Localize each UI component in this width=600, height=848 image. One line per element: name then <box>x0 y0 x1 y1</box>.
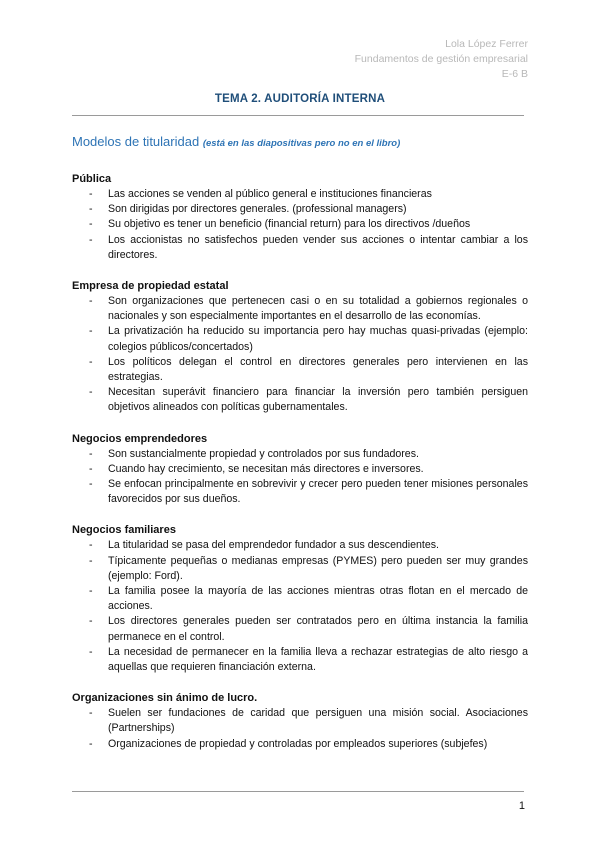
group-heading: Organizaciones sin ánimo de lucro. <box>72 692 258 705</box>
group-heading: Negocios emprendedores <box>72 432 208 445</box>
bullet-list <box>72 447 528 508</box>
list-item: - Son dirigidas por directores generales. (professional managers) <box>72 202 528 217</box>
list-item: - Son organizaciones que pertenecen casi o en su totalidad a gobiernos regionales o nacionales y son especialmente importantes en el desarrollo de las economías. <box>72 294 528 324</box>
list-item: - La familia posee la mayoría de las acciones mientras otras flotan en el mercado de acciones. <box>72 584 528 614</box>
list-item: - Necesitan superávit financiero para financiar la inversión pero también persiguen objetivos alineados con políticas gubernamentales. <box>72 385 528 415</box>
list-item: - Su objetivo es tener un beneficio (financial return) para los directivos /dueños <box>72 217 528 232</box>
bullet-list <box>72 294 528 416</box>
ownership-group <box>72 523 528 675</box>
list-item: - Se enfocan principalmente en sobrevivir y crecer pero pueden tener misiones personales favorecidos por sus dueños. <box>72 477 528 507</box>
list-item: - Suelen ser fundaciones de caridad que persiguen una misión social. Asociaciones (Partnerships) <box>72 706 528 736</box>
list-item: - Son sustancialmente propiedad y controlados por sus fundadores. <box>72 447 528 462</box>
list-item: - La necesidad de permanecer en la familia lleva a rechazar estrategias de alto riesgo a aquellas que requieren financiación externa. <box>72 645 528 675</box>
section-title: Modelos de titularidad <box>72 134 200 149</box>
header-course: Fundamentos de gestión empresarial <box>354 53 528 65</box>
title-divider <box>72 115 524 116</box>
section-heading <box>72 134 528 152</box>
group-heading: Empresa de propiedad estatal <box>72 280 229 293</box>
header-author: Lola López Ferrer <box>445 38 528 50</box>
list-item: - Los políticos delegan el control en directores generales pero intervienen en las estrategias. <box>72 355 528 385</box>
ownership-groups <box>72 172 528 752</box>
list-item: - La privatización ha reducido su importancia pero hay muchas quasi-privadas (ejemplo: colegios públicos/concertados) <box>72 324 528 354</box>
group-heading: Pública <box>72 173 112 185</box>
page-number: 1 <box>518 800 525 812</box>
ownership-group <box>72 172 528 263</box>
section-note: (está en las diapositivas pero no en el libro) <box>202 138 401 149</box>
ownership-group <box>72 691 528 752</box>
list-item: - Las acciones se venden al público general e instituciones financieras <box>72 187 528 202</box>
ownership-group <box>72 279 528 416</box>
list-item: - Cuando hay crecimiento, se necesitan más directores e inversores. <box>72 462 528 477</box>
footer-divider <box>72 791 524 792</box>
list-item: - Los directores generales pueden ser contratados pero en última instancia la familia permanece en el control. <box>72 614 528 644</box>
list-item: - Los accionistas no satisfechos pueden vender sus acciones o intentar cambiar a los directores. <box>72 233 528 263</box>
bullet-list <box>72 187 528 263</box>
list-item: - La titularidad se pasa del emprendedor fundador a sus descendientes. <box>72 538 528 553</box>
page-title: TEMA 2. AUDITORÍA INTERNA <box>214 93 386 105</box>
list-item: - Organizaciones de propiedad y controladas por empleados superiores (subjefes) <box>72 737 528 752</box>
group-heading: Negocios familiares <box>72 524 176 537</box>
bullet-list <box>72 706 528 752</box>
header-group: E-6 B <box>501 68 528 80</box>
list-item: - Típicamente pequeñas o medianas empresas (PYMES) pero pueden ser muy grandes (ejemplo: Ford). <box>72 554 528 584</box>
ownership-group <box>72 432 528 508</box>
page-header <box>355 37 528 82</box>
bullet-list <box>72 538 528 675</box>
document-body <box>72 134 528 768</box>
